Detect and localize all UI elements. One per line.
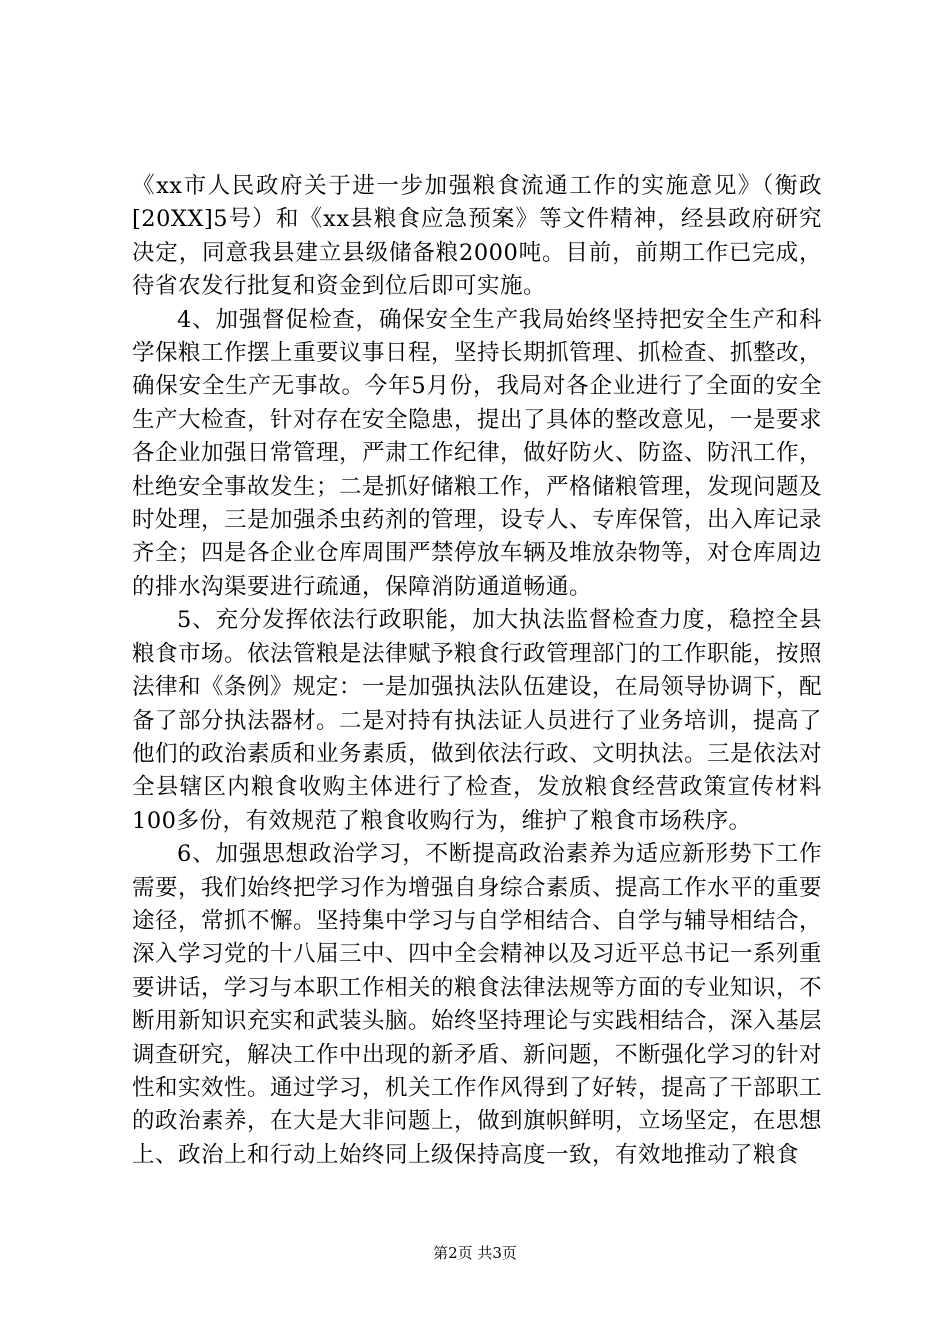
document-body [132,170,822,1172]
paragraph-safety-inspection: 4、加强督促检查，确保安全生产我局始终坚持把安全生产和科学保粮工作摆上重要议事日程，坚持长期抓管理、抓检查、抓整改，确保安全生产无事故。今年5月份，我局对各企业进行了全面的安全生产大检查，针对存在安全隐患，提出了具体的整改意见，一是要求各企业加强日常管理，严肃工作纪律，做好防火、防盗、防汛工作，杜绝安全事故发生；二是抓好储粮工作，严格储粮管理，发现问题及时处理，三是加强杀虫药剂的管理，设专人、专库保管，出入库记录齐全；四是各企业仓库周围严禁停放车辆及堆放杂物等，对仓库周边的排水沟渠要进行疏通，保障消防通道畅通。 [132,306,823,600]
paragraph-law-enforcement: 5、充分发挥依法行政职能，加大执法监督检查力度，稳控全县粮食市场。依法管粮是法律赋予粮食行政管理部门的工作职能，按照法律和《条例》规定：一是加强执法队伍建设，在局领导协调下，配备了部分执法器材。二是对持有执法证人员进行了业务培训，提高了他们的政治素质和业务素质，做到依法行政、文明执法。三是依法对全县辖区内粮食收购主体进行了检查，发放粮食经营政策宣传材料100多份，有效规范了粮食收购行为，维护了粮食市场秩序。 [132,607,823,834]
page-number-footer: 第2页 共3页 [433,1244,517,1262]
paragraph-continuation: 《xx市人民政府关于进一步加强粮食流通工作的实施意见》（衡政[20XX]5号）和《xx县粮食应急预案》等文件精神，经县政府研究决定，同意我县建立县级储备粮2000吨。目前，前期工作已完成，待省农发行批复和资金到位后即可实施。 [132,173,822,300]
paragraph-political-study: 6、加强思想政治学习，不断提高政治素养为适应新形势下工作需要，我们始终把学习作为增强自身综合素质、提高工作水平的重要途径，常抓不懈。坚持集中学习与自学相结合、自学与辅导相结合，深入学习党的十八届三中、四中全会精神以及习近平总书记一系列重要讲话，学习与本职工作相关的粮食法律法规等方面的专业知识，不断用新知识充实和武装头脑。始终坚持理论与实践相结合，深入基层调查研究，解决工作中出现的新矛盾、新问题，不断强化学习的针对性和实效性。通过学习，机关工作作风得到了好转，提高了干部职工的政治素养，在大是大非问题上，做到旗帜鲜明，立场坚定，在思想上、政治上和行动上始终同上级保持高度一致，有效地推动了粮食 [132,841,823,1168]
